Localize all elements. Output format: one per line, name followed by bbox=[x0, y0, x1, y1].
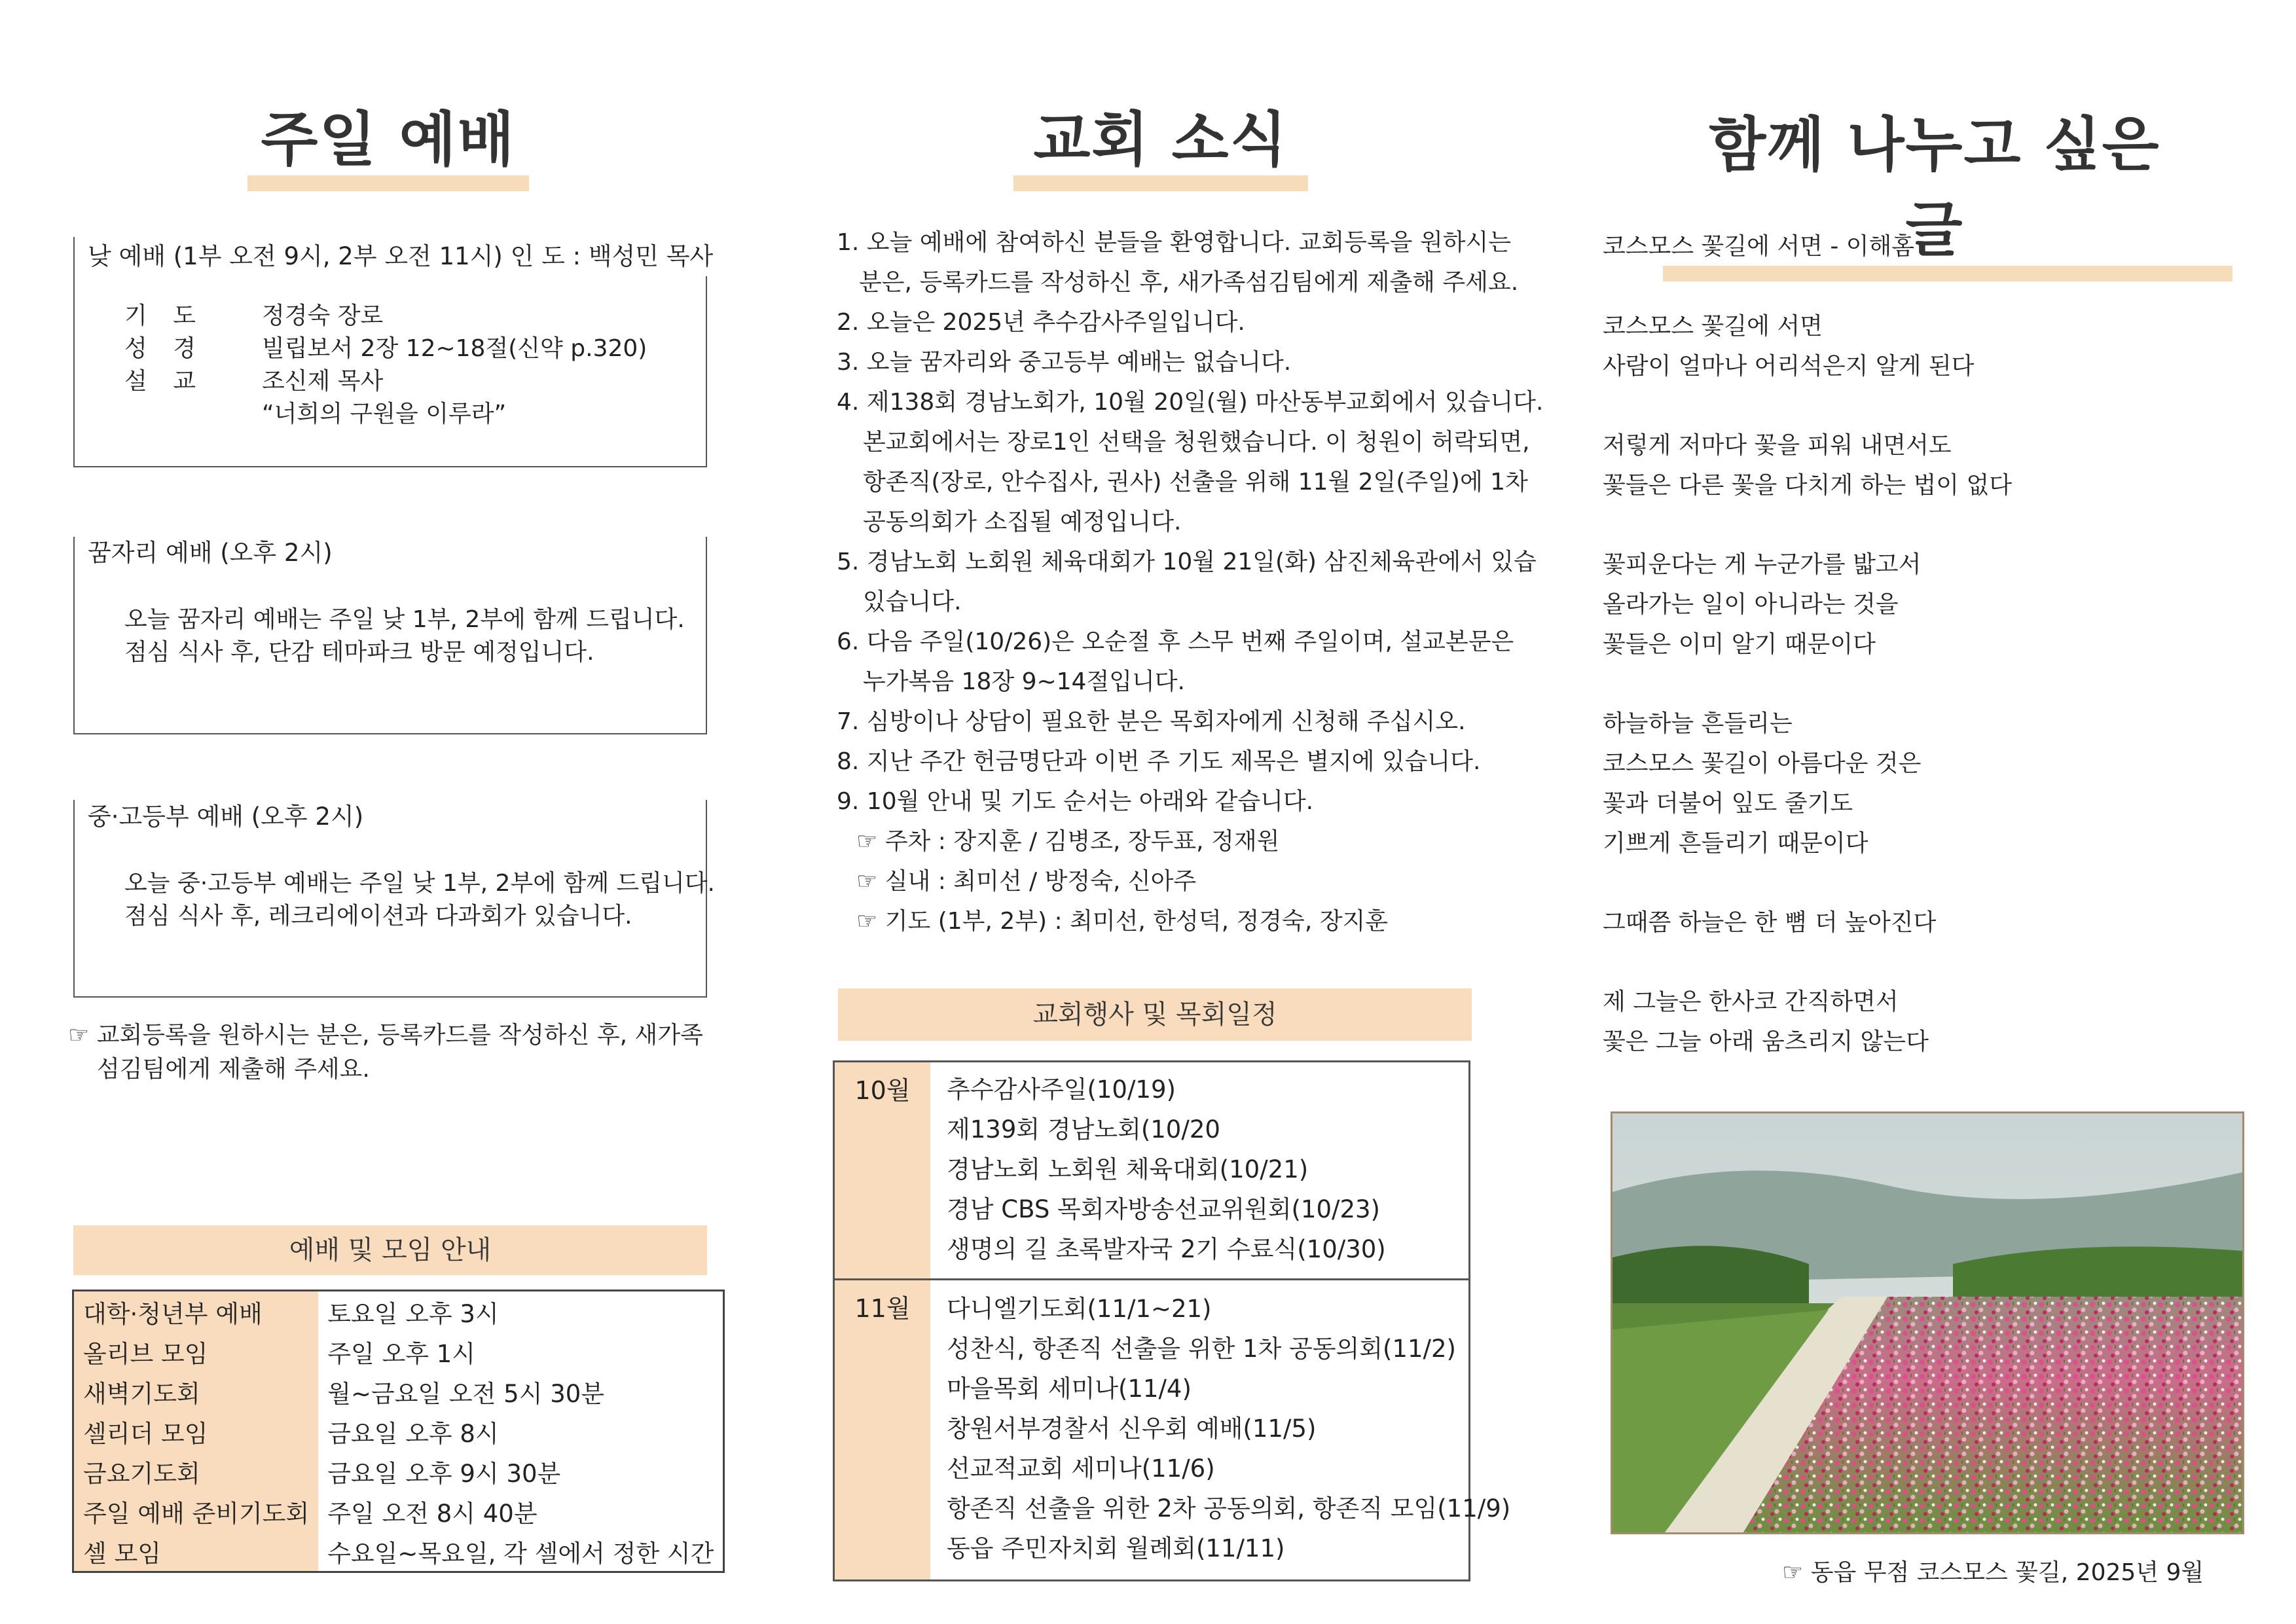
poem-line: 코스모스 꽃길이 아름다운 것은 bbox=[1603, 750, 1922, 777]
poem-title: 코스모스 꽃길에 서면 - 이해홈 bbox=[1603, 233, 1915, 260]
table-row bbox=[73, 1531, 724, 1572]
news-line: 5. 경남노회 노회원 체육대회가 10월 21일(화) 삼진체육관에서 있습 bbox=[837, 549, 1537, 575]
meeting-name: 새벽기도회 bbox=[73, 1371, 319, 1411]
detail-label: 설 교 bbox=[124, 368, 205, 395]
news-line: 분은, 등록카드를 작성하신 후, 새가족섬김팀에게 제출해 주세요. bbox=[859, 269, 1519, 296]
detail-value: 정경숙 장로 bbox=[262, 302, 384, 329]
news-line: 8. 지난 주간 헌금명단과 이번 주 기도 제목은 별지에 있습니다. bbox=[837, 748, 1481, 775]
meeting-name: 주일 예배 준비기도회 bbox=[73, 1491, 319, 1531]
day-service-heading: 낮 예배 (1부 오전 9시, 2부 오전 11시) 인 도 : 백성민 목사 bbox=[81, 237, 720, 276]
event-item: 선교적교회 세미나(11/6) bbox=[947, 1454, 1215, 1483]
news-item bbox=[837, 342, 1543, 382]
event-item: 항존직 선출을 위한 2차 공동의회, 항존직 모임(11/9) bbox=[947, 1494, 1511, 1523]
poem-stanza bbox=[1603, 425, 2012, 505]
event-item: 제139회 경남노회(10/20 bbox=[947, 1115, 1220, 1144]
poem-line: 꽃들은 다른 꽃을 다치게 하는 법이 없다 bbox=[1603, 472, 2013, 499]
event-item: 성찬식, 항존직 선출을 위한 1차 공동의회(11/2) bbox=[947, 1335, 1456, 1363]
cosmos-path-photo bbox=[1611, 1111, 2244, 1534]
poem-line: 코스모스 꽃길에 서면 bbox=[1603, 313, 1823, 340]
sermon-title-text: “너희의 구원을 이루라” bbox=[262, 401, 507, 427]
news-item bbox=[837, 302, 1543, 342]
news-line: 3. 오늘 꿈자리와 중고등부 예배는 없습니다. bbox=[837, 349, 1292, 376]
news-line: 있습니다. bbox=[863, 588, 962, 615]
dream-service-body bbox=[124, 604, 685, 669]
body-line: 오늘 중·고등부 예배는 주일 낮 1부, 2부에 함께 드립니다. bbox=[124, 870, 715, 897]
poem-line: 사람이 얼마나 어리석은지 알게 된다 bbox=[1603, 353, 1975, 380]
event-item: 동읍 주민자치회 월례회(11/11) bbox=[947, 1534, 1285, 1562]
news-item bbox=[837, 223, 1543, 302]
news-line: 4. 제138회 경남노회가, 10월 20일(월) 마산동부교회에서 있습니다. bbox=[837, 389, 1544, 416]
body-line: 점심 식사 후, 단감 테마파크 방문 예정입니다. bbox=[124, 639, 594, 666]
cosmos-path-illustration bbox=[1613, 1113, 2242, 1532]
meeting-name: 셀리더 모임 bbox=[73, 1411, 319, 1451]
detail-value: 빌립보서 2장 12~18절(신약 p.320) bbox=[262, 335, 647, 362]
note-line: 섬김팀에게 제출해 주세요. bbox=[97, 1056, 370, 1083]
poem-line: 제 그늘은 한사코 간직하면서 bbox=[1603, 988, 1899, 1015]
news-line: 2. 오늘은 2025년 추수감사주일입니다. bbox=[837, 309, 1245, 336]
event-item: 마을목회 세미나(11/4) bbox=[947, 1375, 1192, 1403]
table-row bbox=[73, 1371, 724, 1411]
event-item: 경남노회 노회원 체육대회(10/21) bbox=[947, 1155, 1309, 1183]
duty-line: ☞ 주차 : 장지훈 / 김병조, 장두표, 정재원 bbox=[856, 828, 1280, 855]
news-item bbox=[837, 622, 1543, 702]
meeting-time: 주일 오전 8시 40분 bbox=[327, 1499, 538, 1528]
note-line: ☞ 교회등록을 원하시는 분은, 등록카드를 작성하신 후, 새가족 bbox=[68, 1022, 703, 1049]
news-line: 7. 심방이나 상담이 필요한 분은 목회자에게 신청해 주십시오. bbox=[837, 708, 1466, 735]
detail-row bbox=[124, 333, 647, 365]
meeting-time: 금요일 오후 9시 30분 bbox=[327, 1459, 561, 1488]
news-item bbox=[837, 742, 1543, 782]
poem-line: 꽃과 더불어 잎도 줄기도 bbox=[1603, 790, 1853, 817]
meeting-name: 올리브 모임 bbox=[73, 1331, 319, 1371]
poem-stanza bbox=[1603, 306, 2012, 386]
table-row bbox=[73, 1291, 724, 1332]
body-line: 점심 식사 후, 레크리에이션과 다과회가 있습니다. bbox=[124, 903, 632, 929]
poem-stanza bbox=[1603, 903, 2012, 943]
month-events bbox=[947, 1289, 1510, 1568]
poem-stanza bbox=[1603, 704, 2012, 863]
news-line: 6. 다음 주일(10/26)은 오순절 후 스무 번째 주일이며, 설교본문은 bbox=[837, 628, 1514, 655]
photo-caption: ☞ 동읍 무점 코스모스 꽃길, 2025년 9월 bbox=[1782, 1559, 2204, 1586]
detail-value: 조신제 목사 bbox=[262, 368, 384, 395]
poem-line: 그때쯤 하늘은 한 뼘 더 높아진다 bbox=[1603, 909, 1937, 936]
poem-stanza bbox=[1603, 982, 2012, 1062]
youth-service-body bbox=[124, 867, 715, 933]
table-row bbox=[73, 1491, 724, 1531]
dream-service-heading: 꿈자리 예배 (오후 2시) bbox=[81, 533, 339, 573]
poem-line: 기쁘게 흔들리기 때문이다 bbox=[1603, 830, 1868, 857]
news-line: 본교회에서는 장로1인 선택을 청원했습니다. 이 청원이 허락되면, bbox=[863, 429, 1530, 456]
day-service-details bbox=[124, 300, 647, 431]
news-list bbox=[837, 223, 1543, 941]
news-line: 9. 10월 안내 및 기도 순서는 아래와 같습니다. bbox=[837, 788, 1314, 815]
title-highlight bbox=[247, 175, 529, 191]
poem-body bbox=[1603, 306, 2012, 1062]
worship-title-text: 주일 예배 bbox=[261, 105, 516, 174]
worship-title bbox=[247, 92, 529, 177]
event-item: 창원서부경찰서 신우회 예배(11/5) bbox=[947, 1415, 1317, 1443]
meetings-title: 예배 및 모임 안내 bbox=[73, 1225, 707, 1275]
event-item: 다니엘기도회(11/1~21) bbox=[947, 1295, 1212, 1323]
news-item bbox=[837, 542, 1543, 622]
table-row bbox=[73, 1331, 724, 1371]
poem-line: 저렇게 저마다 꽃을 피워 내면서도 bbox=[1603, 432, 1952, 459]
news-title-text: 교회 소식 bbox=[1033, 105, 1288, 174]
poem-line: 꽃들은 이미 알기 때문이다 bbox=[1603, 631, 1876, 658]
news-title bbox=[1013, 92, 1308, 177]
meeting-time: 수요일~목요일, 각 셀에서 정한 시간 bbox=[327, 1539, 714, 1568]
body-line: 오늘 꿈자리 예배는 주일 낮 1부, 2부에 함께 드립니다. bbox=[124, 606, 685, 633]
month-events bbox=[947, 1070, 1386, 1269]
table-row bbox=[73, 1451, 724, 1491]
news-line: 누가복음 18장 9~14절입니다. bbox=[863, 668, 1185, 695]
meeting-time: 금요일 오후 8시 bbox=[327, 1419, 499, 1448]
detail-row bbox=[124, 300, 647, 333]
news-line: 1. 오늘 예배에 참여하신 분들을 환영합니다. 교회등록을 원하시는 bbox=[837, 229, 1512, 256]
meeting-time: 주일 오후 1시 bbox=[327, 1339, 475, 1368]
duty-list bbox=[837, 821, 1543, 941]
meetings-table bbox=[72, 1290, 725, 1573]
title-highlight bbox=[1663, 266, 2232, 281]
poem-line: 하늘하늘 흔들리는 bbox=[1603, 710, 1793, 737]
meeting-name: 대학·청년부 예배 bbox=[73, 1291, 319, 1332]
news-line: 공동의회가 소집될 예정입니다. bbox=[863, 509, 1182, 535]
news-line: 항존직(장로, 안수집사, 권사) 선출을 위해 11월 2일(주일)에 1차 bbox=[863, 469, 1528, 496]
detail-label: 성 경 bbox=[124, 335, 205, 362]
event-item: 경남 CBS 목회자방송선교위원회(10/23) bbox=[947, 1195, 1380, 1223]
meeting-time: 월~금요일 오전 5시 30분 bbox=[327, 1379, 605, 1408]
duty-line: ☞ 실내 : 최미선 / 방정숙, 신아주 bbox=[856, 868, 1197, 895]
detail-label: 기 도 bbox=[124, 302, 205, 329]
month-cell: 10월 bbox=[835, 1062, 930, 1278]
poem-stanza bbox=[1603, 545, 2012, 664]
meeting-time: 토요일 오후 3시 bbox=[327, 1299, 499, 1328]
registration-note bbox=[68, 1019, 703, 1087]
event-item: 추수감사주일(10/19) bbox=[947, 1075, 1176, 1104]
detail-row bbox=[124, 365, 647, 398]
news-item bbox=[837, 382, 1543, 542]
events-title: 교회행사 및 목회일정 bbox=[838, 988, 1472, 1041]
table-row bbox=[73, 1411, 724, 1451]
news-item bbox=[837, 702, 1543, 742]
duty-line: ☞ 기도 (1부, 2부) : 최미선, 한성덕, 정경숙, 장지훈 bbox=[856, 908, 1389, 935]
title-highlight bbox=[1013, 175, 1308, 191]
meeting-name: 금요기도회 bbox=[73, 1451, 319, 1491]
event-item: 생명의 길 초록발자국 2기 수료식(10/30) bbox=[947, 1235, 1386, 1263]
poem-line: 꽃은 그늘 아래 움츠리지 않는다 bbox=[1603, 1028, 1929, 1055]
news-item bbox=[837, 782, 1543, 821]
poem-line: 꽃피운다는 게 누군가를 밟고서 bbox=[1603, 551, 1922, 578]
poem-line: 올라가는 일이 아니라는 것을 bbox=[1603, 591, 1899, 618]
meeting-name: 셀 모임 bbox=[73, 1531, 319, 1572]
sermon-title bbox=[124, 398, 647, 431]
share-title-text: 함께 나누고 싶은 글 bbox=[1709, 111, 2160, 264]
month-cell: 11월 bbox=[835, 1280, 930, 1579]
youth-service-heading: 중·고등부 예배 (오후 2시) bbox=[81, 797, 370, 837]
